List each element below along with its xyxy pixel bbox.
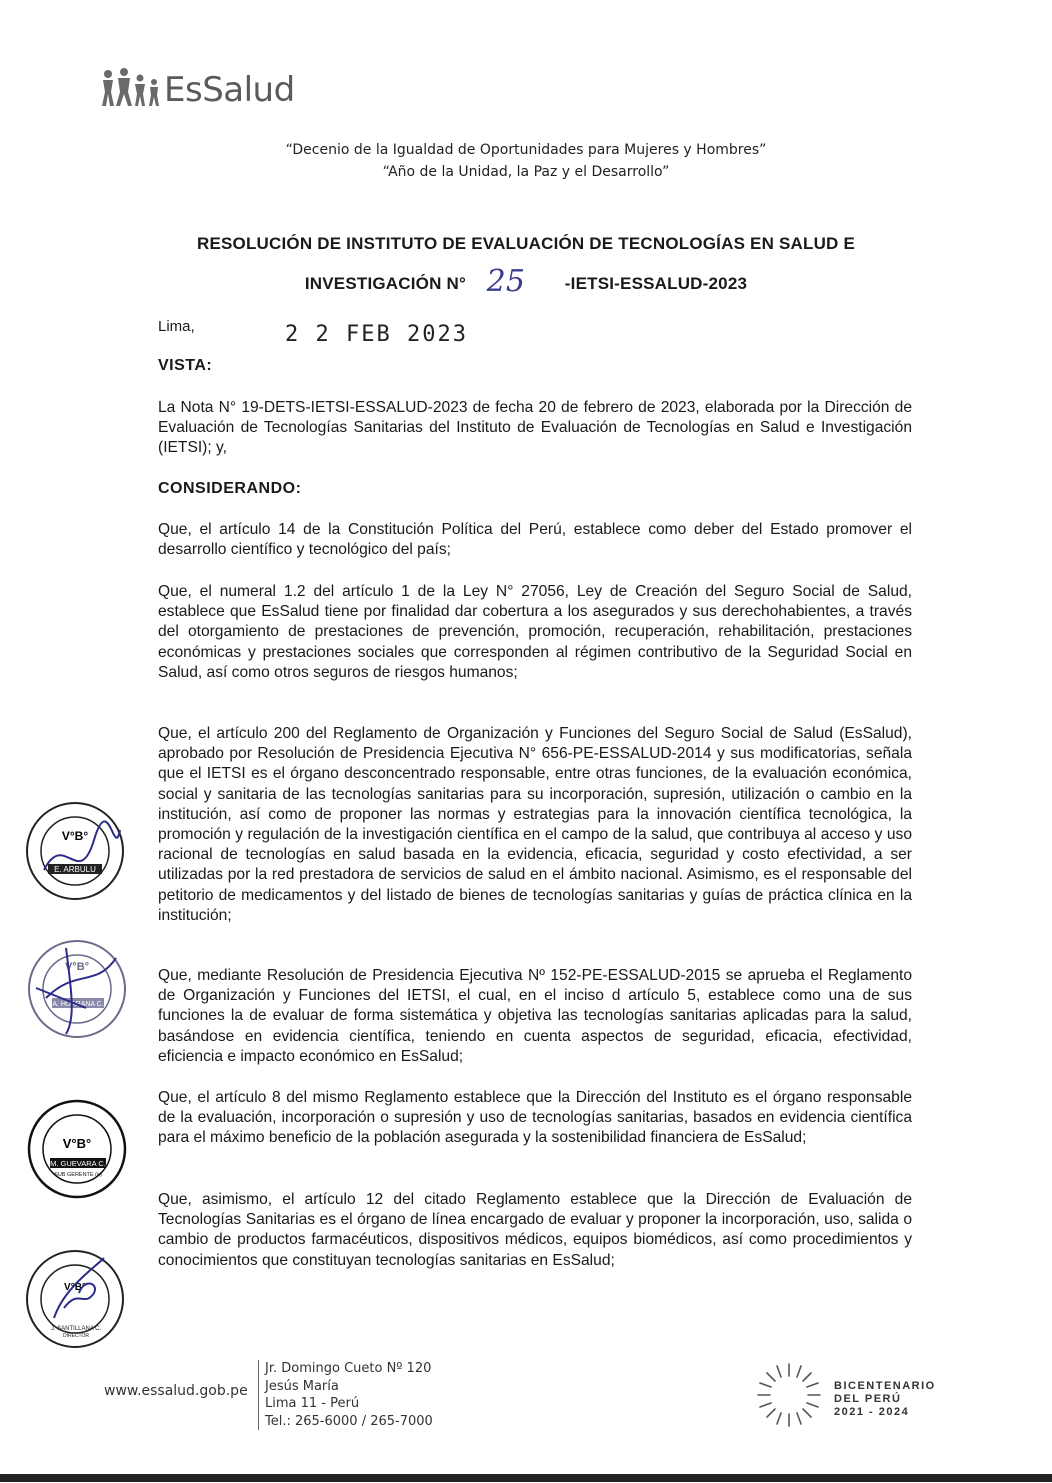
address-line-1: Jr. Domingo Cueto Nº 120: [265, 1361, 432, 1376]
svg-text:M. GUEVARA C.: M. GUEVARA C.: [50, 1159, 106, 1168]
address-line-3: Lima 11 - Perú: [265, 1396, 360, 1411]
family-figures-icon: [100, 66, 162, 110]
footer-address: [258, 1360, 433, 1430]
svg-text:V°B°: V°B°: [62, 1136, 92, 1151]
decade-line-1: “Decenio de la Igualdad de Oportunidades para Mujeres y Hombres”: [285, 142, 767, 158]
address-line-2: Jesús María: [265, 1378, 339, 1394]
considerando-paragraph-1: Que, el artículo 14 de la Constitución Política del Perú, establece como deber del Estado promover el desarrollo científico y tecnológico del país;: [158, 521, 912, 559]
considerando-paragraph-4: Que, mediante Resolución de Presidencia Ejecutiva Nº 152-PE-ESSALUD-2015 se aprueba el Reglamento de Organización y Funciones del IETSI, el cual, en el inciso d artículo 5, establece como una de sus funciones la de evaluar de forma sistemática y objetiva las tecnologías sanitarias aplicadas para la salud, basándose en evidencia científica, teniendo en cuenta aspectos de seguridad, eficacia, efectividad, eficiencia e impacto económico en EsSalud;: [158, 967, 912, 1065]
sunburst-icon: [754, 1360, 824, 1430]
logo-text: EsSalud: [164, 70, 295, 110]
footer-website: www.essalud.gob.pe: [104, 1383, 248, 1399]
approval-seal-coordination: [26, 938, 128, 1040]
svg-text:V°B°: V°B°: [64, 1282, 86, 1293]
approval-seal-director: [24, 1248, 126, 1350]
considerando-paragraph-3: Que, el artículo 200 del Reglamento de Organización y Funciones del Seguro Social de Salud (EsSalud), aprobado por Resolución de Presidencia Ejecutiva N° 656-PE-ESSALUD-2014 y sus modificatorias, señala que el IETSI es el órgano desconcentrado responsable, entre otras funciones, de la evaluación económica, social y sanitaria de las tecnologías sanitarias para su incorporación, supresión, utilización o cambio en la institución, así como de proponer las normas y estrategias para la innovación científica tecnológica, la promoción y regulación de la investigación científica en el campo de la salud, que contribuya al acceso y uso racional de tecnologías en salud basada en la evidencia, eficacia, seguridad y costo efectividad, a ser utilizadas por la red prestadora de servicios de salud en el ámbito nacional. Asimismo, es el responsable del petitorio de medicamentos y del listado de bienes de tecnologías sanitarias y guías de práctica clínica en la institución;: [158, 725, 912, 924]
bicentenario-line-1: BICENTENARIO: [834, 1380, 936, 1392]
resolution-title-line-2: [0, 262, 1052, 297]
svg-text:E. ARBULU: E. ARBULU: [54, 865, 96, 874]
considerando-paragraph-5: Que, el artículo 8 del mismo Reglamento establece que la Dirección del Instituto es el órgano responsable de la evaluación, incorporación o supresión y uso de tecnologías sanitarias, basados en evidencia científica para el máximo beneficio de la población asegurada y la sostenibilidad financiera de EsSalud;: [158, 1089, 912, 1147]
svg-text:V°B°: V°B°: [64, 961, 90, 973]
svg-text:SUB GERENTE (e): SUB GERENTE (e): [54, 1172, 102, 1178]
resolution-number: 25: [486, 264, 526, 299]
approval-seal-pharma: [26, 1098, 128, 1200]
title-prefix: INVESTIGACIÓN N°: [304, 274, 466, 293]
address-line-4: Tel.: 265-6000 / 265-7000: [265, 1413, 433, 1429]
considerando-heading: CONSIDERANDO:: [158, 480, 302, 497]
bicentenario-text: [834, 1380, 936, 1419]
page-bottom-rule: [0, 1474, 1052, 1482]
svg-text:DIRECTOR: DIRECTOR: [62, 1333, 90, 1339]
svg-text:V°B°: V°B°: [61, 829, 89, 843]
svg-text:A. HUARANA C.: A. HUARANA C.: [52, 1001, 104, 1008]
vista-paragraph: La Nota N° 19-DETS-IETSI-ESSALUD-2023 de fecha 20 de febrero de 2023, elaborada por la Dirección de Evaluación de Tecnologías Sanitarias del Instituto de Evaluación de Tecnologías en Salud e Investigación (IETSI); y,: [158, 399, 912, 457]
title-suffix: -IETSI-ESSALUD-2023: [564, 274, 748, 293]
considerando-paragraph-2: Que, el numeral 1.2 del artículo 1 de la Ley N° 27056, Ley de Creación del Seguro Social de Salud, establece que EsSalud tiene por finalidad dar cobertura a los asegurados y sus derechohabientes, a través del otorgamiento de prestaciones de prevención, promoción, recuperación, rehabilitación, prestaciones económicas y prestaciones sociales que corresponden al régimen contributivo de la Seguridad Social en Salud, así como otros seguros de riesgos humanos;: [158, 583, 912, 681]
approval-seal-legal: [24, 800, 126, 902]
bicentenario-line-3: 2021 - 2024: [834, 1406, 910, 1418]
vista-heading: VISTA:: [158, 357, 213, 374]
resolution-title-line-1: RESOLUCIÓN DE INSTITUTO DE EVALUACIÓN DE TECNOLOGÍAS EN SALUD E: [196, 234, 855, 253]
bicentenario-line-2: DEL PERÚ: [834, 1393, 902, 1405]
place-label: Lima,: [158, 318, 195, 335]
essalud-logo: [100, 66, 310, 116]
svg-text:J. SANTILLANA C.: J. SANTILLANA C.: [50, 1326, 102, 1332]
date-stamp: 2 2 FEB 2023: [285, 322, 468, 347]
considerando-paragraph-6: Que, asimismo, el artículo 12 del citado Reglamento establece que la Dirección de Evaluación de Tecnologías Sanitarias es el órgano de línea encargado de evaluar y proponer la incorporación, uso, salida o cambio de productos farmacéuticos, dispositivos médicos, equipos biomédicos, así como procedimientos y conocimientos que constituyan tecnologías sanitarias en EsSalud;: [158, 1191, 912, 1269]
decade-line-2: “Año de la Unidad, la Paz y el Desarrollo”: [382, 164, 670, 180]
bicentenario-logo: [754, 1360, 954, 1430]
